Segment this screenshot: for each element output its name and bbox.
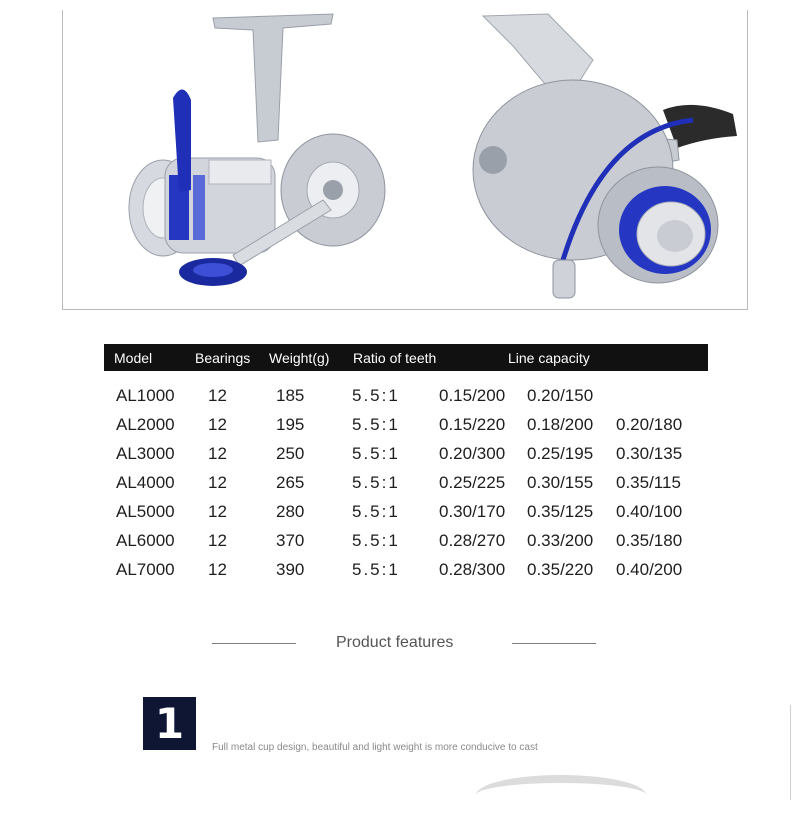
table-row — [104, 438, 708, 467]
cell-bearings: 12 — [208, 560, 227, 579]
cell-weight: 250 — [276, 444, 305, 463]
cell-capacity-2: 0.25/195 — [527, 444, 594, 463]
specification-table — [104, 344, 708, 583]
cell-bearings: 12 — [208, 415, 227, 434]
edge-line — [790, 705, 791, 800]
cell-capacity-3: 0.35/180 — [616, 531, 683, 550]
header-model: Model — [114, 350, 153, 366]
cell-ratio: 5.5:1 — [352, 444, 400, 463]
cell-model: AL6000 — [116, 531, 175, 550]
product-features-title: Product features — [336, 634, 454, 651]
cell-ratio: 5.5:1 — [352, 473, 400, 492]
table-row — [104, 409, 708, 438]
header-bearings: Bearings — [195, 350, 251, 366]
cell-weight: 195 — [276, 415, 305, 434]
cell-bearings: 12 — [208, 502, 227, 521]
cell-capacity-1: 0.28/300 — [439, 560, 506, 579]
cell-ratio: 5.5:1 — [352, 386, 400, 405]
cell-ratio: 5.5:1 — [352, 531, 400, 550]
cell-capacity-3: 0.30/135 — [616, 444, 683, 463]
feature-description: Full metal cup design, beautiful and light weight is more conducive to cast — [212, 742, 538, 753]
cell-capacity-3: 0.40/200 — [616, 560, 683, 579]
cell-capacity-2: 0.30/155 — [527, 473, 594, 492]
cell-bearings: 12 — [208, 386, 227, 405]
feature-number-badge: 1 — [143, 697, 196, 750]
cell-bearings: 12 — [208, 444, 227, 463]
cell-model: AL7000 — [116, 560, 175, 579]
cell-model: AL1000 — [116, 386, 175, 405]
cell-ratio: 5.5:1 — [352, 415, 400, 434]
header-line-capacity: Line capacity — [508, 350, 590, 366]
cell-capacity-3: 0.35/115 — [616, 473, 681, 492]
cell-model: AL2000 — [116, 415, 175, 434]
table-row — [104, 554, 708, 583]
table-row — [104, 467, 708, 496]
divider-left — [212, 643, 296, 644]
cell-weight: 185 — [276, 386, 305, 405]
cell-weight: 280 — [276, 502, 305, 521]
table-row — [104, 525, 708, 554]
cell-capacity-2: 0.18/200 — [527, 415, 594, 434]
reel-angle-view — [453, 10, 748, 310]
cell-model: AL4000 — [116, 473, 175, 492]
reel-side-view — [83, 10, 403, 310]
cell-capacity-2: 0.35/125 — [527, 502, 594, 521]
cell-capacity-2: 0.35/220 — [527, 560, 594, 579]
cell-capacity-2: 0.33/200 — [527, 531, 594, 550]
cell-capacity-2: 0.20/150 — [527, 386, 594, 405]
cell-capacity-1: 0.15/220 — [439, 415, 506, 434]
cell-bearings: 12 — [208, 531, 227, 550]
cell-model: AL5000 — [116, 502, 175, 521]
cell-weight: 390 — [276, 560, 305, 579]
table-row — [104, 380, 708, 409]
cell-model: AL3000 — [116, 444, 175, 463]
cell-bearings: 12 — [208, 473, 227, 492]
product-image-edge — [476, 775, 646, 815]
cell-ratio: 5.5:1 — [352, 502, 400, 521]
cell-capacity-1: 0.20/300 — [439, 444, 506, 463]
table-row — [104, 496, 708, 525]
cell-capacity-1: 0.15/200 — [439, 386, 506, 405]
cell-capacity-1: 0.25/225 — [439, 473, 506, 492]
cell-capacity-3: 0.40/100 — [616, 502, 683, 521]
cell-weight: 370 — [276, 531, 305, 550]
cell-capacity-1: 0.30/170 — [439, 502, 506, 521]
table-header — [104, 344, 708, 371]
cell-capacity-3: 0.20/180 — [616, 415, 683, 434]
divider-right — [512, 643, 596, 644]
header-weight: Weight(g) — [269, 350, 330, 366]
header-ratio: Ratio of teeth — [353, 350, 437, 366]
product-photo-frame — [62, 10, 748, 310]
cell-capacity-1: 0.28/270 — [439, 531, 506, 550]
cell-ratio: 5.5:1 — [352, 560, 400, 579]
cell-weight: 265 — [276, 473, 305, 492]
